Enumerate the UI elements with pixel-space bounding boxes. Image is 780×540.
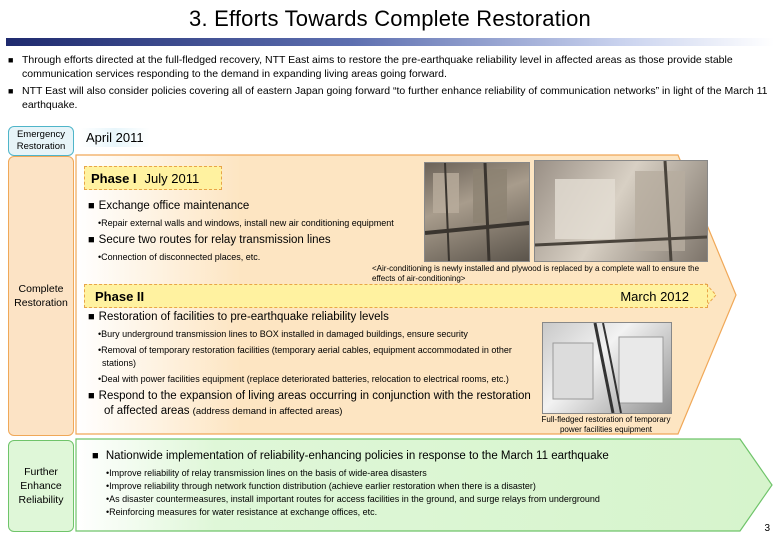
phase1-header <box>84 166 222 190</box>
square-bullet-icon: ■ <box>88 234 95 246</box>
april-date-label: April 2011 <box>80 128 150 147</box>
intro-text: Through efforts directed at the full-fledged recovery, NTT East aims to restore the pre-earthquake reliability level in affected areas as those provide stable communication services responding to the demand in expanding living areas going forward. <box>22 54 733 80</box>
phase2-subitem: •Bury underground transmission lines to BOX installed in damaged buildings, ensure security <box>98 329 468 339</box>
square-bullet-icon: ■ <box>8 86 14 96</box>
phase2-heading-text: Respond to the expansion of living areas occurring in conjunction with the restoration of affected areas <box>98 390 531 417</box>
office-interior-photo <box>424 162 530 262</box>
phase2-content <box>88 310 534 419</box>
phase1-heading <box>88 199 404 214</box>
phase1-heading-text: Secure two routes for relay transmission lines <box>98 234 331 246</box>
phase2-subitem: •Removal of temporary restoration facilities (temporary aerial cables, equipment accommodated in other stations) <box>98 345 512 368</box>
phase1-date: July 2011 <box>144 170 200 186</box>
photo-illustration <box>535 161 707 261</box>
page-number: 3 <box>764 523 770 534</box>
square-bullet-icon: ■ <box>92 450 99 462</box>
intro-text: NTT East will also consider policies covering all of eastern Japan going forward “to further enhance reliability of communication networks” in light of the March 11 earthquake. <box>22 85 768 111</box>
phase2-subitem: •Deal with power facilities equipment (replace deteriorated batteries, relocation to electrical rooms, etc.) <box>98 374 509 384</box>
square-bullet-icon: ■ <box>8 55 14 65</box>
phase2-heading <box>88 389 534 419</box>
complete-label-line: Complete <box>18 283 64 295</box>
phase1-heading-text: Exchange office maintenance <box>98 200 250 212</box>
photo-illustration <box>543 323 671 413</box>
emergency-label-line: Emergency <box>16 129 66 140</box>
phase1-subitem: •Connection of disconnected places, etc. <box>98 252 261 262</box>
further-label-line: Reliability <box>18 494 64 506</box>
phase2-heading-note: (address demand in affected areas) <box>192 406 343 417</box>
power-facilities-photo <box>542 322 672 414</box>
further-heading-text: Nationwide implementation of reliability-enhancing policies in response to the March 11 earthquake <box>105 450 609 462</box>
further-item: •Improve reliability of relay transmission lines on the basis of wide-area disasters <box>106 468 427 478</box>
phase1-heading <box>88 233 404 248</box>
square-bullet-icon: ■ <box>88 390 95 402</box>
square-bullet-icon: ■ <box>88 311 95 323</box>
further-item: •Reinforcing measures for water resistance at exchange offices, etc. <box>106 507 378 517</box>
photo-illustration <box>425 163 529 261</box>
phase1-label: Phase I <box>91 170 137 186</box>
further-label-line: Further <box>24 466 58 478</box>
further-heading <box>92 449 742 464</box>
phase2-photo-caption: Full-fledged restoration of temporary power facilities equipment <box>541 415 671 434</box>
phase2-header <box>84 284 708 308</box>
square-bullet-icon: ■ <box>88 200 95 212</box>
phase2-heading-text: Restoration of facilities to pre-earthquake reliability levels <box>98 311 389 323</box>
complete-label-line: Restoration <box>14 297 68 309</box>
phase1-content <box>88 199 404 264</box>
phase2-heading <box>88 310 534 325</box>
further-content <box>92 449 742 519</box>
air-conditioning-photo <box>534 160 708 262</box>
emergency-label-line: Restoration <box>16 141 66 152</box>
further-item: •Improve reliability through network function distribution (achieve earlier restoration when there is a disaster) <box>106 481 536 491</box>
phase1-photo-caption: <Air-conditioning is newly installed and plywood is replaced by a complete wall to ensure the effects of air-conditioning> <box>372 264 700 283</box>
phase2-label: Phase II <box>95 288 145 304</box>
further-item: •As disaster countermeasures, install important routes for access facilities in the ground, and surge relays from underground <box>106 494 600 504</box>
further-label-line: Enhance <box>20 480 62 492</box>
phase1-subitem: •Repair external walls and windows, install new air conditioning equipment <box>98 218 394 228</box>
phase2-date: March 2012 <box>620 288 689 304</box>
page-title: 3. Efforts Towards Complete Restoration <box>189 6 591 31</box>
